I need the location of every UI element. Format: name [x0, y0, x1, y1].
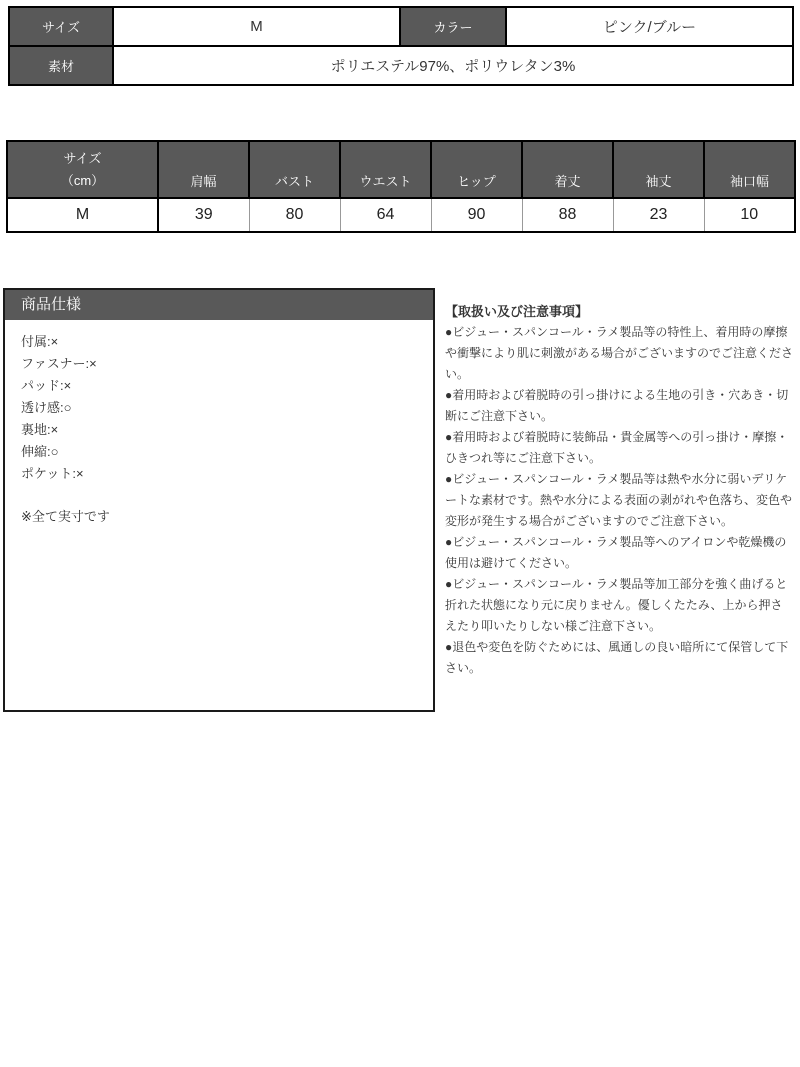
material-value-cell: ポリエステル97%、ポリウレタン3% [113, 46, 793, 85]
product-info-table [8, 6, 794, 86]
size-chart-value-bust: 80 [249, 198, 340, 232]
spec-item-pocket: ポケット:× [21, 466, 84, 481]
size-value-cell: M [113, 7, 400, 46]
size-chart-header-length: 着丈 [522, 141, 613, 198]
size-chart-header-shoulder: 肩幅 [158, 141, 249, 198]
size-chart-header-bust: バスト [249, 141, 340, 198]
size-chart-header-cuff: 袖口幅 [704, 141, 795, 198]
size-chart-data-row [7, 198, 795, 232]
color-label-cell: カラー [400, 7, 506, 46]
size-chart-value-shoulder: 39 [158, 198, 249, 232]
size-chart-value-size: M [7, 198, 158, 232]
size-chart-header-size-line1: サイズ [63, 150, 102, 166]
size-chart-table [6, 140, 796, 233]
care-notes-title: 【取扱い及び注意事項】 [445, 304, 589, 319]
care-notes [445, 301, 794, 679]
size-chart-value-hip: 90 [431, 198, 522, 232]
material-label-cell: 素材 [9, 46, 113, 85]
care-note-jewelry: ●着用時および着脱時に装飾品・貴金属等への引っ掛け・摩擦・ひきつれ等にご注意下さい。 [445, 430, 789, 465]
info-row-material [9, 46, 793, 85]
size-chart-value-length: 88 [522, 198, 613, 232]
spec-box-body [5, 320, 433, 528]
info-row-size-color [9, 7, 793, 46]
care-note-iron-dryer: ●ビジュー・スパンコール・ラメ製品等へのアイロンや乾燥機の使用は避けてください。 [445, 535, 787, 570]
size-label-cell: サイズ [9, 7, 113, 46]
color-value-cell: ピンク/ブルー [506, 7, 793, 46]
size-chart-value-sleeve: 23 [613, 198, 704, 232]
care-note-snagging: ●着用時および着脱時の引っ掛けによる生地の引き・穴あき・切断にご注意下さい。 [445, 388, 789, 423]
spec-measurement-note: ※全て実寸です [21, 509, 110, 524]
size-chart-value-cuff: 10 [704, 198, 795, 232]
size-chart-header-size-line2: （cm） [60, 172, 105, 188]
care-note-friction: ●ビジュー・スパンコール・ラメ製品等の特性上、着用時の摩擦や衝撃により肌に刺激がある場合がございますのでご注意ください。 [445, 325, 794, 381]
spec-item-fastener: ファスナー:× [21, 356, 97, 371]
size-chart-header-row [7, 141, 795, 198]
spec-item-stretch: 伸縮:○ [21, 444, 59, 459]
care-note-bending: ●ビジュー・スパンコール・ラメ製品等加工部分を強く曲げると折れた状態になり元に戻りません。優しくたたみ、上から押さえたり叩いたりしない様ご注意下さい。 [445, 577, 788, 633]
spec-box [3, 288, 435, 712]
spec-item-pad: パッド:× [21, 378, 72, 393]
size-chart-header-waist: ウエスト [340, 141, 431, 198]
size-chart-header-size-cm [7, 141, 158, 198]
care-note-storage: ●退色や変色を防ぐためには、風通しの良い暗所にて保管して下さい。 [445, 640, 789, 675]
spec-item-lining: 裏地:× [21, 422, 59, 437]
care-note-heat-moisture: ●ビジュー・スパンコール・ラメ製品等は熱や水分に弱いデリケートな素材です。熱や水分による表面の剥がれや色落ち、変色や変形が発生する場合がございますのでご注意下さい。 [445, 472, 793, 528]
size-chart-header-hip: ヒップ [431, 141, 522, 198]
spec-item-accessory: 付属:× [21, 334, 59, 349]
size-chart-header-sleeve: 袖丈 [613, 141, 704, 198]
spec-box-title: 商品仕様 [5, 290, 433, 320]
size-chart-value-waist: 64 [340, 198, 431, 232]
spec-item-sheerness: 透け感:○ [21, 400, 72, 415]
